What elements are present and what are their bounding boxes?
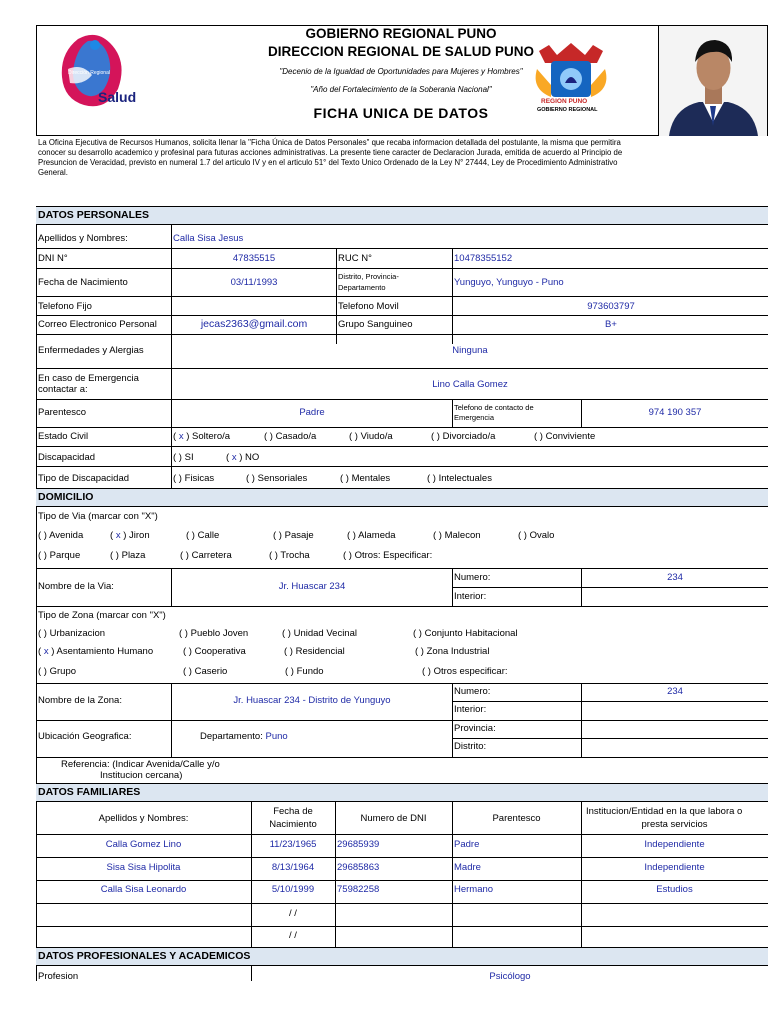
intro-line: conocer su desarrollo academico y profesinal para futuras acciones administrativas. La presente tiene caracter de Declaracion Jurada, emitida de acuerdo al Principio de	[38, 148, 623, 157]
blood-value[interactable]: B+	[605, 319, 617, 330]
zone-otros[interactable]: ( ) Otros especificar:	[422, 666, 508, 677]
via-name-value[interactable]: Jr. Huascar 234	[278, 581, 346, 592]
zone-unidad-vecinal[interactable]: ( ) Unidad Vecinal	[282, 628, 357, 639]
zone-residencial[interactable]: ( ) Residencial	[284, 646, 345, 657]
via-parque[interactable]: ( ) Parque	[38, 550, 81, 561]
geo-label: Ubicación Geografica:	[38, 731, 132, 742]
family-row-inst[interactable]: Independiente	[644, 839, 705, 850]
family-row-birth[interactable]: 11/23/1965	[269, 839, 317, 850]
via-name-label: Nombre de la Via:	[38, 581, 114, 592]
dept-label: Departamento:	[200, 731, 263, 742]
family-row-birth[interactable]: 8/13/1964	[271, 862, 315, 873]
family-row-dni[interactable]: 29685863	[337, 862, 380, 873]
civil-option-soltero[interactable]: ( x ) Soltero/a	[173, 431, 231, 442]
family-row-relation[interactable]: Madre	[454, 862, 481, 873]
region-puno-crest	[531, 41, 611, 115]
zone-cooperativa[interactable]: ( ) Cooperativa	[183, 646, 246, 657]
zone-caserio[interactable]: ( ) Caserio	[183, 666, 228, 677]
zone-name-label: Nombre de la Zona:	[38, 695, 122, 706]
dni-value[interactable]: 47835515	[232, 253, 276, 264]
family-row-inst[interactable]: Independiente	[644, 862, 705, 873]
section-professional: DATOS PROFESIONALES Y ACADEMICOS	[36, 947, 768, 966]
intro-line: La Oficina Ejecutiva de Recursos Humanos, solicita llenar la "Ficha Única de Datos Personales" que recaba informacion detallada del postulante, la misma que permitira	[38, 138, 621, 147]
via-trocha[interactable]: ( ) Trocha	[269, 550, 310, 561]
dis-option-sensoriales[interactable]: ( ) Sensoriales	[246, 473, 308, 484]
section-family: DATOS FAMILIARES	[36, 783, 768, 802]
dni-label: DNI N°	[38, 253, 68, 264]
col-relation: Parentesco	[492, 813, 541, 824]
civil-opt-label: ) Soltero/a	[186, 431, 231, 442]
zone-pueblo-joven[interactable]: ( ) Pueblo Joven	[179, 628, 249, 639]
disability-label: Discapacidad	[38, 452, 96, 463]
family-row-dni[interactable]: 29685939	[337, 839, 380, 850]
email-value[interactable]: jecas2363@gmail.com	[200, 318, 308, 330]
emergency-label-2: contactar a:	[38, 384, 88, 395]
header-quote1: "Decenio de la Igualdad de Oportunidades para Mujeres y Hombres"	[279, 67, 523, 76]
district-label-1: Distrito, Provincia-	[338, 272, 399, 281]
form-title: FICHA UNICA DE DATOS	[313, 105, 489, 121]
via-mark: x	[115, 530, 121, 541]
interior2-label: Interior:	[454, 704, 487, 715]
header-line2: DIRECCION REGIONAL DE SALUD PUNO	[267, 44, 535, 59]
section-domicile: DOMICILIO	[36, 488, 768, 507]
disability-si[interactable]: ( ) SI	[173, 452, 194, 463]
emergency-phone-label-1: Telefono de contacto de	[454, 403, 534, 412]
intro-line: Presuncion de Veracidad, previsto en numeral 1.7 del articulo IV y en el articulo 51° del Texto Unico Ordenado de la Ley N° 27444, Ley de Procedimiento Administrativo	[38, 158, 618, 167]
dept-value[interactable]: Puno	[265, 731, 288, 742]
zone-grupo[interactable]: ( ) Grupo	[38, 666, 77, 677]
crest-line2: GOBIERNO REGIONAL	[537, 107, 598, 113]
via-alameda[interactable]: ( ) Alameda	[347, 530, 396, 541]
family-row-name[interactable]: Sisa Sisa Hipolita	[106, 862, 181, 873]
disability-no-label: ) NO	[239, 452, 260, 463]
name-value[interactable]: Calla Sisa Jesus	[173, 233, 244, 244]
disability-type-label: Tipo de Discapacidad	[38, 473, 130, 484]
zone-fundo[interactable]: ( ) Fundo	[285, 666, 324, 677]
dis-option-mentales[interactable]: ( ) Mentales	[340, 473, 391, 484]
disability-no-mark: x	[231, 452, 237, 463]
zone-type-label: Tipo de Zona (marcar con "X")	[38, 610, 166, 621]
relation-value[interactable]: Padre	[299, 407, 325, 418]
dept-field	[200, 731, 288, 743]
zone-industrial[interactable]: ( ) Zona Industrial	[415, 646, 490, 657]
ruc-label: RUC N°	[338, 253, 372, 264]
profession-label: Profesion	[38, 971, 79, 981]
dis-option-fisicas[interactable]: ( ) Fisicas	[173, 473, 215, 484]
civil-option-divorciado[interactable]: ( ) Divorciado/a	[431, 431, 496, 442]
document-page	[36, 25, 768, 981]
col-dni: Numero de DNI	[360, 813, 427, 824]
family-row-name[interactable]: Calla Gomez Lino	[105, 839, 182, 850]
salud-logo-text: Salud	[98, 89, 137, 105]
profession-value[interactable]: Psicólogo	[489, 971, 531, 981]
emergency-label-1: En caso de Emergencia	[38, 373, 139, 384]
col-name: Apellidos y Nombres:	[98, 813, 189, 824]
ref-label-1: Referencia: (Indicar Avenida/Calle y/o	[61, 759, 220, 770]
via-type-label: Tipo de Via (marcar con "X")	[38, 511, 158, 522]
family-row-relation[interactable]: Padre	[454, 839, 480, 850]
family-row-inst[interactable]: Estudios	[656, 884, 693, 895]
emergency-phone-label-2: Emergencia	[454, 413, 495, 422]
zone-asentamiento-label: ) Asentamiento Humano	[51, 646, 154, 657]
col-birth-1: Fecha de	[273, 806, 313, 817]
provincia-label: Provincia:	[454, 723, 496, 734]
via-jiron[interactable]: ( x ) Jiron	[110, 530, 150, 541]
via-ovalo[interactable]: ( ) Ovalo	[518, 530, 555, 541]
section-personal: DATOS PERSONALES	[36, 206, 768, 225]
via-pasaje[interactable]: ( ) Pasaje	[273, 530, 314, 541]
emergency-phone-value[interactable]: 974 190 357	[648, 407, 702, 418]
zone-mark: x	[43, 646, 49, 657]
relation-label: Parentesco	[38, 407, 87, 418]
header-quote2: "Año del Fortalecimiento de la Soberania Nacional"	[310, 85, 492, 94]
disability-no[interactable]: ( x ) NO	[226, 452, 260, 463]
interior-label: Interior:	[454, 591, 487, 602]
ref-label-2: Institucion cercana)	[100, 770, 183, 781]
family-row-dni[interactable]: 75982258	[337, 884, 380, 895]
district-label-2: Departamento	[338, 283, 386, 292]
crest-line1: REGION PUNO	[541, 98, 588, 105]
phone-label: Telefono Fijo	[38, 301, 92, 312]
zone-conjunto-habitacional[interactable]: ( ) Conjunto Habitacional	[413, 628, 518, 639]
col-inst-2: presta servicios	[641, 819, 708, 830]
zone-urbanizacion[interactable]: ( ) Urbanizacion	[38, 628, 106, 639]
civil-option-casado[interactable]: ( ) Casado/a	[264, 431, 317, 442]
civil-option-viudo[interactable]: ( ) Viudo/a	[349, 431, 393, 442]
blood-label: Grupo Sanguineo	[338, 319, 413, 330]
zone-asentamiento[interactable]: ( x ) Asentamiento Humano	[38, 646, 154, 657]
salud-logo	[58, 33, 137, 111]
civil-label: Estado Civil	[38, 431, 89, 442]
family-table	[36, 801, 768, 949]
via-malecon[interactable]: ( ) Malecon	[433, 530, 481, 541]
name-label: Apellidos y Nombres:	[38, 233, 128, 244]
via-jiron-label: ) Jiron	[123, 530, 150, 541]
district-value[interactable]: Yunguyo, Yunguyo - Puno	[454, 277, 564, 288]
via-plaza[interactable]: ( ) Plaza	[110, 550, 146, 561]
col-birth-2: Nacimiento	[269, 819, 317, 830]
family-row-birth[interactable]: / /	[289, 908, 297, 919]
illness-value[interactable]: Ninguna	[452, 345, 488, 356]
distrito-label: Distrito:	[454, 741, 487, 752]
col-inst-1: Institucion/Entidad en la que labora o	[586, 806, 743, 817]
family-row-birth[interactable]: / /	[289, 930, 297, 941]
ruc-value[interactable]: 10478355152	[454, 253, 513, 264]
applicant-photo	[658, 26, 767, 136]
via-carretera[interactable]: ( ) Carretera	[180, 550, 232, 561]
birth-value[interactable]: 03/11/1993	[230, 277, 278, 288]
birth-label: Fecha de Nacimiento	[38, 277, 128, 288]
numero2-label: Numero:	[454, 686, 491, 697]
header-line1: GOBIERNO REGIONAL PUNO	[305, 26, 497, 41]
civil-mark: x	[178, 431, 184, 442]
via-otros[interactable]: ( ) Otros: Especificar:	[343, 550, 433, 561]
illness-label: Enfermedades y Alergias	[38, 345, 144, 356]
via-calle[interactable]: ( ) Calle	[186, 530, 220, 541]
via-avenida[interactable]: ( ) Avenida	[38, 530, 84, 541]
mobile-value[interactable]: 973603797	[587, 301, 635, 312]
numero-value[interactable]: 234	[667, 572, 683, 583]
mobile-label: Telefono Movil	[338, 301, 399, 312]
family-row-relation[interactable]: Hermano	[454, 884, 494, 895]
emergency-value[interactable]: Lino Calla Gomez	[432, 379, 508, 390]
numero2-value[interactable]: 234	[667, 686, 683, 697]
dis-option-intelectuales[interactable]: ( ) Intelectuales	[427, 473, 492, 484]
family-row-birth[interactable]: 5/10/1999	[271, 884, 315, 895]
salud-logo-small: Dirección Regional	[68, 70, 110, 76]
numero-label: Numero:	[454, 572, 491, 583]
intro-text	[38, 138, 768, 178]
intro-line: General.	[38, 168, 68, 177]
family-row-name[interactable]: Calla Sisa Leonardo	[100, 884, 187, 895]
zone-name-value[interactable]: Jr. Huascar 234 - Distrito de Yunguyo	[233, 695, 391, 706]
civil-option-conviviente[interactable]: ( ) Conviviente	[534, 431, 596, 442]
email-label: Correo Electronico Personal	[38, 319, 157, 330]
